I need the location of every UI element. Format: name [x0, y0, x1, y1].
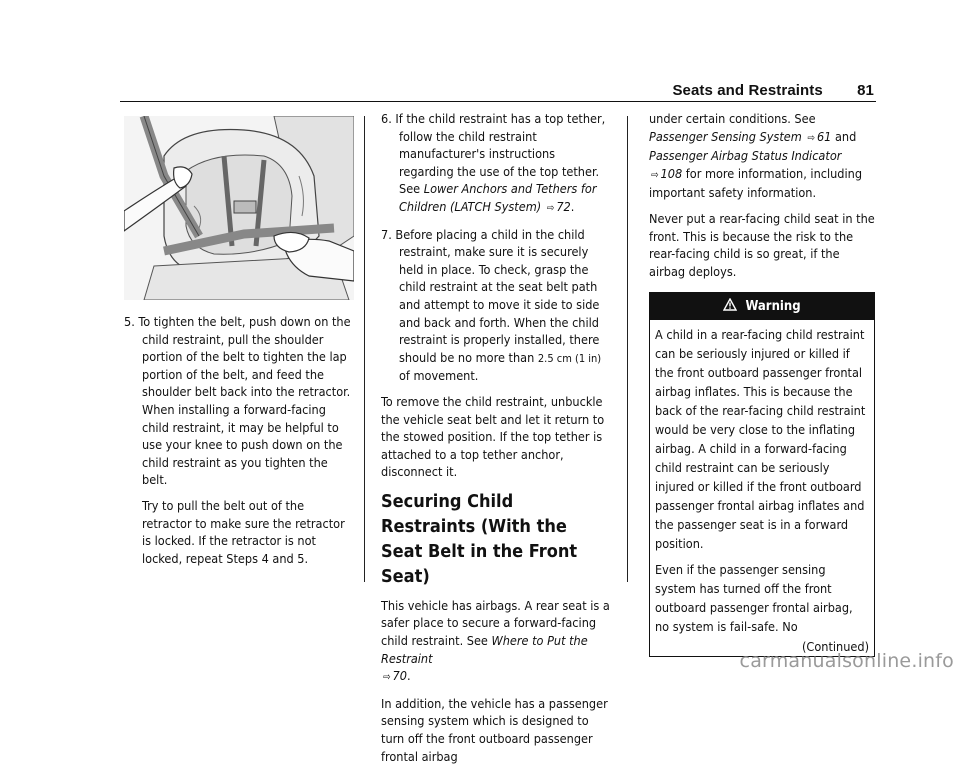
- warning-body: [650, 320, 874, 656]
- airbag-status-page-link[interactable]: 108: [660, 165, 683, 181]
- warning-header: [650, 293, 874, 320]
- step-5-subtext: Try to pull the belt out of the retractor to make sure the retractor is locked. If the retractor is not locked, repeat Steps 4 and 5.: [142, 497, 345, 566]
- conditions-text: under certain conditions. See: [649, 111, 816, 126]
- conditions-end-text: for more information, including important safety information.: [649, 165, 863, 201]
- step-7-end: of movement.: [399, 368, 479, 384]
- restraint-location-link[interactable]: Where to Put the Restraint: [381, 633, 588, 666]
- page-number: 81: [857, 82, 874, 99]
- child-seat-drawing: [124, 116, 354, 300]
- page-ref-arrow-icon: ⇨: [807, 132, 815, 144]
- column-divider-right: [627, 116, 628, 582]
- step-6-number: 6.: [381, 111, 392, 126]
- warning-triangle-icon: [723, 299, 745, 314]
- warning-paragraph-2: Even if the passenger sensing system has turned off the front outboard passenger frontal airbag, no system is fail-safe. No: [655, 562, 853, 635]
- child-seat-illustration: [124, 116, 354, 300]
- step-6-text: If the child restraint has a top tether, follow the child restraint manufacturer's instructions regarding the use of the top tether. See: [395, 111, 606, 197]
- left-column: [124, 313, 354, 575]
- remove-restraint-text: To remove the child restraint, unbuckle the vehicle seat belt and let it return to the stowed position. If the top tether is attached to a top tether anchor, disconnect it.: [381, 393, 605, 480]
- step-5-number: 5.: [124, 314, 135, 329]
- middle-column: [381, 110, 613, 773]
- step-5: [124, 313, 354, 489]
- page-ref-arrow-icon: ⇨: [651, 169, 659, 181]
- never-rear-facing-text: Never put a rear-facing child seat in the front. This is because the risk to the rear-facing child is so great, if the airbag deploys.: [649, 210, 875, 279]
- warning-box: [649, 292, 875, 657]
- airbag-paragraph: This vehicle has airbags. A rear seat is a safer place to secure a forward-facing child restraint. See Where to Put the Restraint ⇨ 70.: [381, 597, 610, 684]
- airbag-status-link[interactable]: Passenger Airbag Status Indicator: [649, 148, 842, 164]
- running-header: [672, 82, 874, 99]
- restraint-location-page-link[interactable]: 70: [392, 668, 407, 684]
- continued-label: (Continued): [802, 639, 869, 655]
- passenger-sensing-link[interactable]: Passenger Sensing System: [649, 128, 802, 144]
- step-5-text: To tighten the belt, push down on the child restraint, pull the shoulder portion of the belt to tighten the lap portion of the belt, and feed the shoulder belt back into the retractor. When installing a forward-facing child restraint, it may be helpful to use your knee to push down on the child restraint as you tighten the belt.: [138, 314, 351, 488]
- passenger-sensing-page-link[interactable]: 61: [816, 128, 832, 144]
- step-7-number: 7.: [381, 226, 392, 242]
- page-ref-arrow-icon: ⇨: [383, 672, 391, 684]
- movement-measure: 2.5 cm (1 in): [537, 351, 602, 365]
- latch-link[interactable]: Lower Anchors and Tethers for Children (LATCH System): [399, 181, 597, 214]
- sensing-system-text: In addition, the vehicle has a passenger sensing system which is designed to turn off the front outboard passenger frontal airbag: [381, 695, 608, 764]
- step-6: 6. If the child restraint has a top tether, follow the child restraint manufacturer's instructions regarding the use of the top tether. See Lower Anchors and Tethers for Children (LATCH System) ⇨ 72.: [381, 111, 606, 214]
- warning-paragraph-1: A child in a rear-facing child restraint can be seriously injured or killed if the front outboard passenger frontal airbag inflates. This is because the back of the rear-facing child restraint would be very close to the inflating airbag. A child in a forward-facing child restraint can be seriously injured or killed if the front outboard passenger frontal airbag inflates and the passenger seat is in a forward position.: [655, 327, 866, 552]
- airbag-text: This vehicle has airbags. A rear seat is a safer place to secure a forward-facing child restraint. See: [381, 597, 610, 649]
- step-7: [381, 226, 613, 385]
- watermark-logo: carmanualsonline.info: [739, 650, 954, 672]
- section-title: Seats and Restraints: [672, 82, 823, 99]
- step-7-text: Before placing a child in the child restraint, make sure it is securely held in place. To check, grasp the child restraint at the seat belt path and attempt to move it side to side and back and forth. When the child restraint is properly installed, there should be no more than: [395, 226, 600, 365]
- and-text: and: [834, 128, 857, 144]
- warning-title: Warning: [745, 299, 801, 315]
- latch-page-link[interactable]: 72: [556, 198, 571, 214]
- page-ref-arrow-icon: ⇨: [546, 202, 555, 214]
- column-divider-left: [364, 116, 365, 582]
- conditions-paragraph: [649, 110, 875, 202]
- right-column: [649, 110, 875, 657]
- header-rule: [120, 101, 876, 102]
- section-heading: Securing Child Restraints (With the Seat Belt in the Front Seat): [381, 490, 578, 587]
